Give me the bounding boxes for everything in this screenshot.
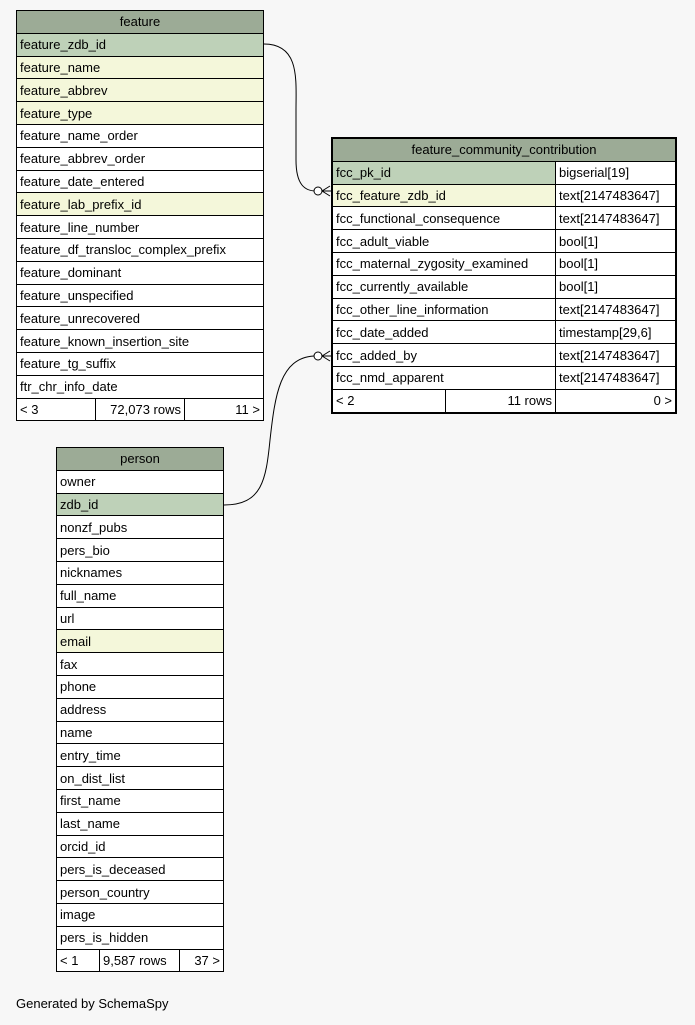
column-name[interactable]: image [57, 903, 224, 926]
children-count[interactable]: 37 > [180, 949, 224, 972]
column-name[interactable]: name [57, 721, 224, 744]
table-row [333, 252, 676, 275]
table-row [57, 493, 224, 516]
table-row [17, 102, 264, 125]
column-name[interactable]: owner [57, 470, 224, 493]
column-type: bigserial[19] [556, 161, 676, 184]
table-footer [57, 949, 224, 972]
table-row [57, 881, 224, 904]
column-name[interactable]: zdb_id [57, 493, 224, 516]
column-name[interactable]: first_name [57, 789, 224, 812]
column-name[interactable]: fcc_pk_id [333, 161, 556, 184]
table-row [57, 744, 224, 767]
table-row [333, 161, 676, 184]
column-type: bool[1] [556, 275, 676, 298]
table-row [17, 147, 264, 170]
relation-line-feature-fcc [264, 44, 316, 191]
column-name[interactable]: feature_dominant [17, 261, 264, 284]
table-row [57, 675, 224, 698]
row-count: 11 rows [446, 389, 556, 412]
table-row [17, 56, 264, 79]
column-name[interactable]: entry_time [57, 744, 224, 767]
column-name[interactable]: feature_unspecified [17, 284, 264, 307]
table-row [17, 238, 264, 261]
column-name[interactable]: on_dist_list [57, 767, 224, 790]
column-name[interactable]: pers_is_deceased [57, 858, 224, 881]
column-name[interactable]: fcc_date_added [333, 321, 556, 344]
table-row [57, 470, 224, 493]
table-footer [333, 389, 676, 412]
table-row [17, 124, 264, 147]
table-row [17, 170, 264, 193]
table-row [57, 539, 224, 562]
column-name[interactable]: url [57, 607, 224, 630]
table-row [57, 607, 224, 630]
table-row [57, 903, 224, 926]
table-title-fcc[interactable]: feature_community_contribution [333, 139, 676, 162]
column-name[interactable]: last_name [57, 812, 224, 835]
crowfoot-icon [322, 351, 332, 361]
column-name[interactable]: email [57, 630, 224, 653]
column-name[interactable]: fcc_feature_zdb_id [333, 184, 556, 207]
column-name[interactable]: person_country [57, 881, 224, 904]
row-count: 72,073 rows [96, 398, 185, 421]
table-row [57, 516, 224, 539]
column-name[interactable]: feature_date_entered [17, 170, 264, 193]
children-count[interactable]: 0 > [556, 389, 676, 412]
column-type: text[2147483647] [556, 207, 676, 230]
column-name[interactable]: nicknames [57, 561, 224, 584]
column-name[interactable]: fcc_adult_viable [333, 230, 556, 253]
column-name[interactable]: fcc_functional_consequence [333, 207, 556, 230]
table-row [57, 721, 224, 744]
column-type: bool[1] [556, 252, 676, 275]
column-name[interactable]: fcc_nmd_apparent [333, 366, 556, 389]
zero-or-many-icon [314, 187, 322, 195]
parents-count[interactable]: < 2 [333, 389, 446, 412]
column-name[interactable]: feature_known_insertion_site [17, 330, 264, 353]
column-type: timestamp[29,6] [556, 321, 676, 344]
column-name[interactable]: phone [57, 675, 224, 698]
column-name[interactable]: nonzf_pubs [57, 516, 224, 539]
column-name[interactable]: feature_zdb_id [17, 33, 264, 56]
table-row [333, 207, 676, 230]
table-feature-community-contribution [332, 138, 676, 413]
column-name[interactable]: pers_is_hidden [57, 926, 224, 949]
table-row [57, 584, 224, 607]
column-name[interactable]: feature_unrecovered [17, 307, 264, 330]
children-count[interactable]: 11 > [185, 398, 264, 421]
column-type: text[2147483647] [556, 366, 676, 389]
table-row [57, 630, 224, 653]
column-name[interactable]: feature_type [17, 102, 264, 125]
table-row [17, 284, 264, 307]
column-type: text[2147483647] [556, 184, 676, 207]
column-name[interactable]: fcc_currently_available [333, 275, 556, 298]
table-feature [16, 10, 264, 421]
table-row [333, 344, 676, 367]
table-row [17, 193, 264, 216]
table-row [333, 275, 676, 298]
column-name[interactable]: address [57, 698, 224, 721]
table-row [17, 375, 264, 398]
zero-or-many-icon [314, 352, 322, 360]
table-row [57, 767, 224, 790]
table-row [17, 79, 264, 102]
table-row [333, 366, 676, 389]
column-name[interactable]: feature_abbrev_order [17, 147, 264, 170]
column-name[interactable]: feature_df_transloc_complex_prefix [17, 238, 264, 261]
table-row [333, 298, 676, 321]
table-title-person[interactable]: person [57, 448, 224, 471]
column-name[interactable]: pers_bio [57, 539, 224, 562]
column-name[interactable]: feature_abbrev [17, 79, 264, 102]
table-row [57, 789, 224, 812]
column-name[interactable]: ftr_chr_info_date [17, 375, 264, 398]
table-title-feature[interactable]: feature [17, 11, 264, 34]
column-name[interactable]: orcid_id [57, 835, 224, 858]
column-name[interactable]: fcc_other_line_information [333, 298, 556, 321]
table-row [17, 352, 264, 375]
row-count: 9,587 rows [100, 949, 180, 972]
column-name[interactable]: full_name [57, 584, 224, 607]
parents-count[interactable]: < 3 [17, 398, 96, 421]
table-row [57, 698, 224, 721]
table-person [56, 447, 224, 972]
column-name[interactable]: fax [57, 653, 224, 676]
table-row [57, 835, 224, 858]
column-name[interactable]: feature_name_order [17, 124, 264, 147]
table-row [333, 321, 676, 344]
table-row [17, 261, 264, 284]
table-footer [17, 398, 264, 421]
table-row [57, 561, 224, 584]
table-row [57, 926, 224, 949]
column-name[interactable]: fcc_maternal_zygosity_examined [333, 252, 556, 275]
column-name[interactable]: feature_line_number [17, 216, 264, 239]
column-name[interactable]: fcc_added_by [333, 344, 556, 367]
column-name[interactable]: feature_tg_suffix [17, 352, 264, 375]
table-row [17, 216, 264, 239]
column-type: text[2147483647] [556, 344, 676, 367]
table-row [17, 33, 264, 56]
table-row [17, 307, 264, 330]
column-type: text[2147483647] [556, 298, 676, 321]
column-type: bool[1] [556, 230, 676, 253]
table-row [17, 330, 264, 353]
generated-by-text: Generated by SchemaSpy [16, 996, 169, 1011]
crowfoot-icon [322, 186, 332, 196]
table-row [333, 230, 676, 253]
table-row [57, 812, 224, 835]
table-row [57, 653, 224, 676]
column-name[interactable]: feature_lab_prefix_id [17, 193, 264, 216]
table-row [57, 858, 224, 881]
column-name[interactable]: feature_name [17, 56, 264, 79]
parents-count[interactable]: < 1 [57, 949, 100, 972]
table-row [333, 184, 676, 207]
